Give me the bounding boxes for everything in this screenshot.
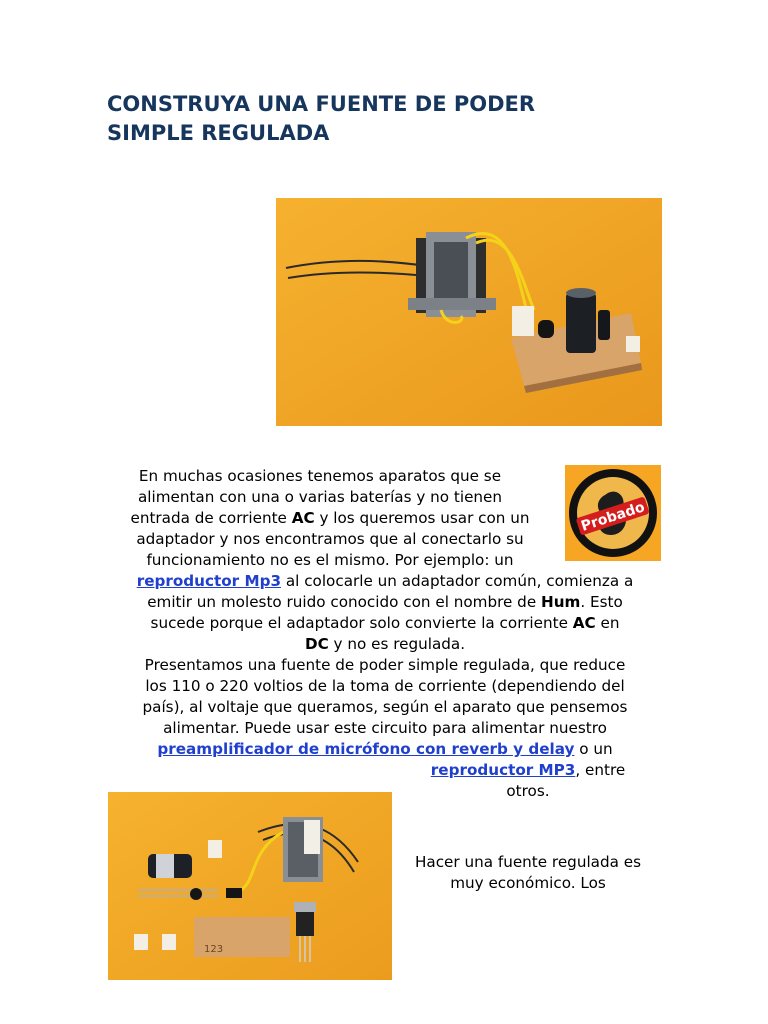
para1-line1: En muchas ocasiones tenemos aparatos que se bbox=[138, 467, 502, 485]
link-reproductor-mp3-2[interactable]: reproductor MP3 bbox=[430, 761, 576, 779]
para2-line5: preamplificador de micrófono con reverb y delay o un bbox=[157, 740, 613, 758]
power-supply-photo bbox=[276, 198, 662, 426]
probado-badge bbox=[565, 465, 661, 561]
page-title: CONSTRUYA UNA FUENTE DE PODER SIMPLE REGULADA bbox=[107, 92, 536, 145]
para2-line3: país), al voltaje que queramos, según el aparato que pensemos bbox=[142, 698, 628, 716]
para2-line2: los 110 o 220 voltios de la toma de corriente (dependiendo del bbox=[145, 677, 625, 695]
para1-line7: emitir un molesto ruido conocido con el nombre de Hum. Esto bbox=[147, 593, 623, 611]
svg-text:123: 123 bbox=[204, 944, 224, 955]
link-reproductor-mp3[interactable]: reproductor Mp3 bbox=[136, 572, 282, 590]
para1-line6: reproductor Mp3 al colocarle un adaptador común, comienza a bbox=[136, 572, 634, 590]
link-preamplificador[interactable]: preamplificador de micrófono con reverb y delay bbox=[157, 740, 575, 758]
components-photo bbox=[108, 792, 392, 980]
para1-line9: DC y no es regulada. bbox=[304, 635, 466, 653]
para2-line4: alimentar. Puede usar este circuito para alimentar nuestro bbox=[163, 719, 607, 737]
para1-line3: entrada de corriente AC y los queremos usar con un bbox=[130, 509, 530, 527]
para1-line4: adaptador y nos encontramos que al conectarlo su bbox=[136, 530, 524, 548]
para2-line7: otros. bbox=[506, 782, 550, 800]
para2-line1: Presentamos una fuente de poder simple regulada, que reduce bbox=[144, 656, 626, 674]
para2-line6: reproductor MP3, entre bbox=[430, 761, 626, 779]
para1-line2: alimentan con una o varias baterías y no tienen bbox=[137, 488, 503, 506]
caption-text: Hacer una fuente regulada es muy económico. Los bbox=[414, 853, 642, 892]
para1-line5: funcionamiento no es el mismo. Por ejemplo: un bbox=[146, 551, 514, 569]
para1-line8: sucede porque el adaptador solo convierte la corriente AC en bbox=[150, 614, 620, 632]
badge-text: Probado bbox=[579, 499, 647, 535]
